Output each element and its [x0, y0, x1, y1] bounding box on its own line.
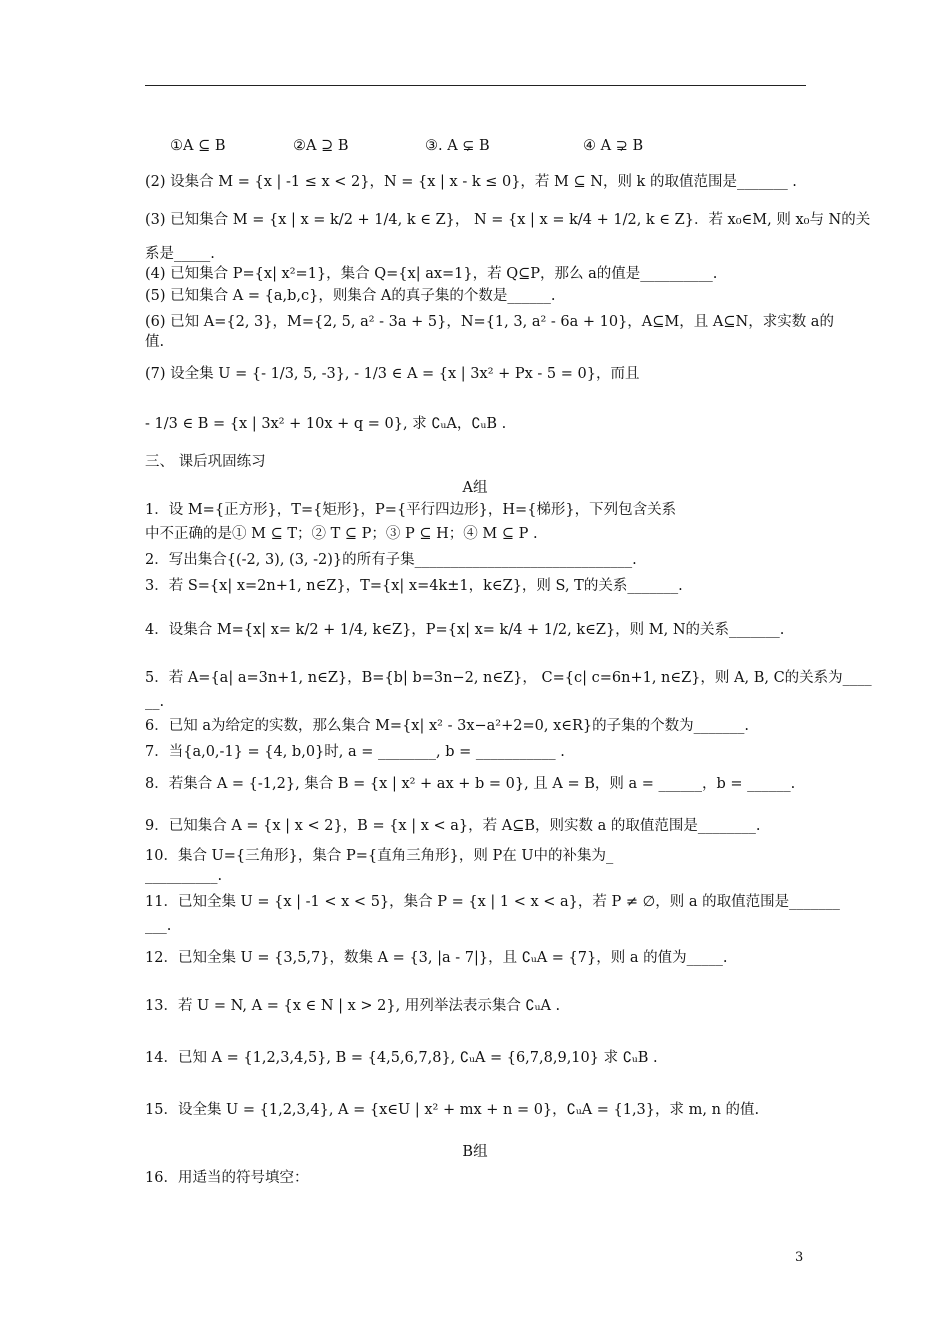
question-2: (2) 设集合 M = {x | -1 ≤ x < 2}，N = {x | x - k ≤ 0}，若 M ⊆ N，则 k 的取值范围是_______ .	[145, 174, 797, 190]
exercise-3: 3．若 S={x| x=2n+1, n∈Z}，T={x| x=4k±1，k∈Z}，则 S, T的关系_______.	[145, 578, 683, 594]
option-2: ②A ⊇ B	[293, 138, 349, 154]
exercise-7: 7．当{a,0,-1} = {4, b,0}时, a = ________, b = ___________ .	[145, 744, 565, 760]
question-6-line2: 值.	[145, 334, 165, 350]
group-b-heading: B组	[462, 1144, 488, 1160]
option-1: ①A ⊆ B	[170, 138, 226, 154]
question-3-line2: 系是_____.	[145, 246, 215, 262]
question-6-line1: (6) 已知 A={2, 3}，M={2, 5, a² - 3a + 5}，N={1, 3, a² - 6a + 10}，A⊆M，且 A⊆N，求实数 a的	[145, 314, 834, 330]
exercise-13: 13．若 U = N, A = {x ∈ N | x > 2}, 用列举法表示集合 ∁ᵤA .	[145, 998, 561, 1014]
exercise-11-line1: 11．已知全集 U = {x | -1 < x < 5}，集合 P = {x | 1 < x < a}，若 P ≠ ∅，则 a 的取值范围是_______	[145, 894, 840, 910]
option-3: ③. A ⊊ B	[425, 138, 490, 154]
exercise-10-line2: __________.	[145, 868, 223, 884]
group-a-heading: A组	[462, 480, 488, 496]
exercise-4: 4．设集合 M={x| x= k/2 + 1/4, k∈Z}，P={x| x= k/4 + 1/2, k∈Z}，则 M, N的关系_______.	[145, 622, 785, 638]
question-7-line1: (7) 设全集 U = {- 1/3, 5, -3}, - 1/3 ∈ A = {x | 3x² + Px - 5 = 0}，而且	[145, 366, 640, 382]
exercise-1-line1: 1．设 M={正方形}，T={矩形}，P={平行四边形}，H={梯形}，下列包含关系	[145, 502, 677, 518]
question-3-line1: (3) 已知集合 M = {x | x = k/2 + 1/4, k ∈ Z}， N = {x | x = k/4 + 1/2, k ∈ Z}．若 x₀∈M, 则 x₀与 N的关	[145, 212, 871, 228]
exercise-10-line1: 10．集合 U={三角形}，集合 P={直角三角形}，则 P在 U中的补集为_	[145, 848, 614, 864]
section-heading: 三、 课后巩固练习	[145, 454, 266, 470]
exercise-11-line2: ___.	[145, 918, 172, 934]
question-5: (5) 已知集合 A = {a,b,c}，则集合 A的真子集的个数是______.	[145, 288, 556, 304]
exercise-12: 12．已知全集 U = {3,5,7}，数集 A = {3, |a - 7|}，且 ∁ᵤA = {7}，则 a 的值为_____.	[145, 950, 728, 966]
exercise-2: 2．写出集合{(-2, 3), (3, -2)}的所有子集______________________________.	[145, 552, 637, 568]
exercise-14: 14．已知 A = {1,2,3,4,5}, B = {4,5,6,7,8}, ∁ᵤA = {6,7,8,9,10} 求 ∁ᵤB .	[145, 1050, 658, 1066]
question-7-line2: - 1/3 ∈ B = {x | 3x² + 10x + q = 0}, 求 ∁ᵤA，∁ᵤB .	[145, 416, 507, 432]
exercise-5-line1: 5．若 A={a| a=3n+1, n∈Z}，B={b| b=3n−2, n∈Z}， C={c| c=6n+1, n∈Z}，则 A, B, C的关系为____	[145, 670, 872, 686]
exercise-16: 16．用适当的符号填空：	[145, 1170, 309, 1186]
exercise-6: 6．已知 a为给定的实数，那么集合 M={x| x² - 3x−a²+2=0, x∈R}的子集的个数为_______.	[145, 718, 749, 734]
header-rule	[145, 85, 806, 86]
exercise-9: 9．已知集合 A = {x | x < 2}，B = {x | x < a}，若 A⊆B，则实数 a 的取值范围是________.	[145, 818, 761, 834]
page-number: 3	[795, 1250, 804, 1265]
exercise-1-line2: 中不正确的是① M ⊆ T；② T ⊆ P；③ P ⊆ H；④ M ⊆ P .	[145, 526, 538, 542]
exercise-8: 8．若集合 A = {-1,2}, 集合 B = {x | x² + ax + b = 0}, 且 A = B，则 a = ______，b = ______.	[145, 776, 796, 792]
question-4: (4) 已知集合 P={x| x²=1}，集合 Q={x| ax=1}，若 Q⊆P，那么 a的值是__________.	[145, 266, 718, 282]
exercise-15: 15．设全集 U = {1,2,3,4}, A = {x∈U | x² + mx + n = 0}，∁ᵤA = {1,3}，求 m, n 的值.	[145, 1102, 760, 1118]
exercise-5-line2: __.	[145, 694, 165, 710]
option-4: ④ A ⊋ B	[583, 138, 644, 154]
